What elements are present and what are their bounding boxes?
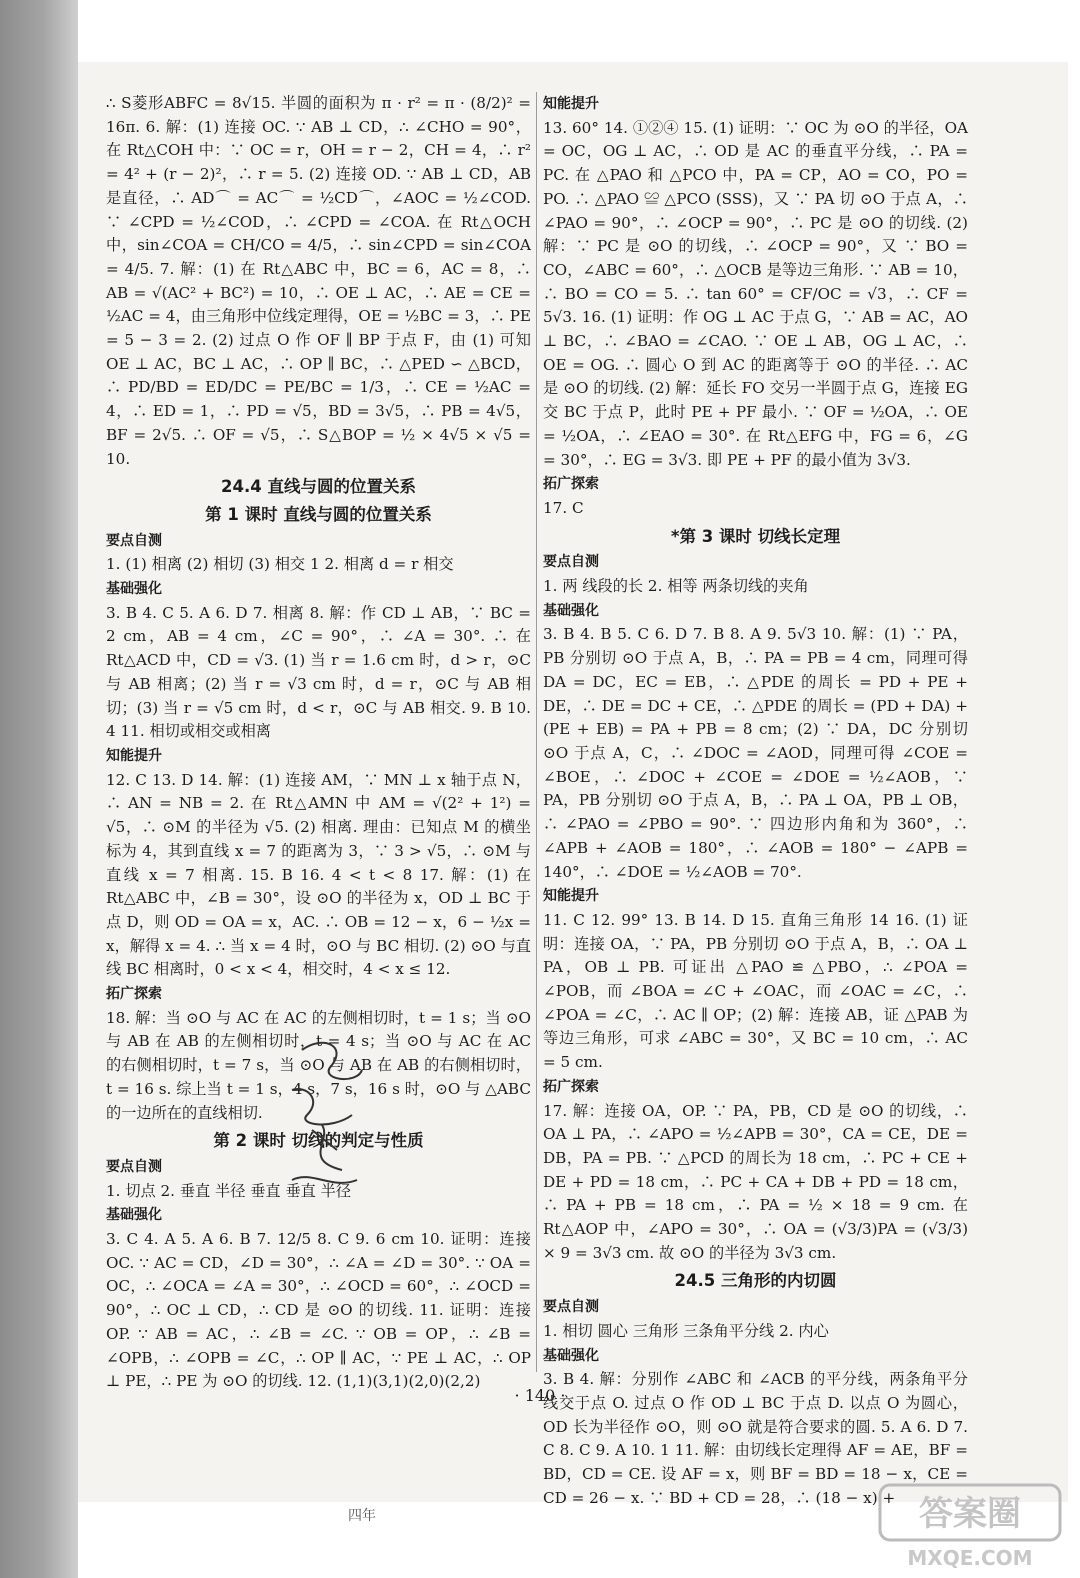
answer-text: 12. C 13. D 14. 解：(1) 连接 AM，∵ MN ⊥ x 轴于点 N，∴ AN = NB = 2. 在 Rt△AMN 中 AM = √(2² + 1²) = √5，∴ ⊙M 的半径为 √5. (2) 相离. 理由：已知点 M 的横坐标为 4，其到直线 x = 7 的距离为 3，∵ 3 > √5，∴ ⊙M 与直线 x = 7 相离. 15. B 16. 4 < t < 8 17. 解：(1) 在 Rt△ABC 中，∠B = 30°，设 ⊙O 的半径为 x，OD ⊥ BC 于点 D，则 OD = OA = x，AC. ∴ OB = 12 − x，6 − ½x = x，解得 x = 4. ∴ 当 x = 4 时，⊙O 与 BC 相切. (2) ⊙O 与直线 BC 相离时，0 < x < 4，相交时，4 < x ≤ 12. (106, 770, 531, 979)
section-heading: 第 1 课时 直线与圆的位置关系 (205, 504, 432, 524)
page-number: · 140 · (514, 1386, 566, 1405)
section-heading: *第 3 课时 切线长定理 (670, 526, 841, 546)
subsection-label: 知能提升 (543, 888, 599, 905)
answer-text: 1. 切点 2. 垂直 半径 垂直 垂直 半径 (106, 1181, 352, 1200)
subsection-label: 基础强化 (543, 602, 599, 619)
subsection-label: 知能提升 (106, 747, 162, 764)
svg-text:MXQE.COM: MXQE.COM (907, 1546, 1033, 1570)
answer-text: 17. 解：连接 OA，OP. ∵ PA，PB，CD 是 ⊙O 的切线，∴ OA ⊥ PA，∴ ∠APO = ½∠APB = 30°，CA = CE，DE = DB，PA = PB. ∵ △PCD 的周长为 18 cm，∴ PC + CE + DE + PD = 18 cm，∴ PC + CA + DB + PD = 18 cm，∴ PA + PB = 18 cm，∴ PA = ½ × 18 = 9 cm. 在 Rt△AOP 中，∠APO = 30°，∴ OA = (√3/3)PA = (√3/3) × 9 = 3√3 cm. 故 ⊙O 的半径为 3√3 cm. (543, 1101, 968, 1262)
answer-text: 13. 60° 14. ①②④ 15. (1) 证明：∵ OC 为 ⊙O 的半径，OA = OC，OG ⊥ AC，∴ OD 是 AC 的垂直平分线，∴ PA = PC. 在 △PAO 和 △PCO 中，PA = CP，AO = CO，PO = PO. ∴ △PAO ≌ △PCO (SSS)，又 ∵ PA 切 ⊙O 于点 A，∴ ∠PAO = 90°，∴ ∠OCP = 90°，∴ PC 是 ⊙O 的切线. (2) 解：∵ PC 是 ⊙O 的切线，∴ ∠OCP = 90°，又 ∵ BO = CO，∠ABC = 60°，∴ △OCB 是等边三角形. ∵ AB = 10，∴ BO = CO = 5. ∴ tan 60° = CF/OC = √3，∴ CF = 5√3. 16. (1) 证明：作 OG ⊥ AC 于点 G，∵ AB = AC，AO ⊥ BC，∴ ∠BAO = ∠CAO. ∵ OE ⊥ AB，OG ⊥ AC，∴ OE = OG. ∴ 圆心 O 到 AC 的距离等于 ⊙O 的半径. ∴ AC 是 ⊙O 的切线. (2) 解：延长 FO 交另一半圆于点 G，连接 EG 交 BC 于点 P，此时 PE + PF 最小. ∵ OF = ½OA，∴ OE = ½OA，∴ ∠EAO = 30°. 在 Rt△EFG 中，FG = 6，∠G = 30°，∴ EG = 3√3. 即 PE + PF 的最小值为 3√3. (543, 118, 968, 469)
answer-text: 1. 两 线段的长 2. 相等 两条切线的夹角 (543, 577, 809, 596)
subsection-label: 拓广探索 (106, 986, 162, 1003)
svg-text:答案圈: 答案圈 (919, 1494, 1021, 1534)
answer-text: 3. B 4. 解：分别作 ∠ABC 和 ∠ACB 的平分线，两条角平分线交于点 O. 过点 O 作 OD ⊥ BC 于点 D. 以点 O 为圆心，OD 长为半径作 ⊙O，则 ⊙O 就是符合要求的圆. 5. A 6. D 7. C 8. C 9. A 10. 1 11. 解：由切线长定理得 AF = AE，BF = BD，CD = CE. 设 AF = x，则 BF = BD = 18 − x，CE = CD = 26 − x. ∵ BD + CD = 28，∴ (18 − x) + (543, 1370, 968, 1507)
answer-text: 18. 解：当 ⊙O 与 AC 在 AC 的左侧相切时，t = 1 s；当 ⊙O 与 AB 在 AB 的左侧相切时，t = 4 s；当 ⊙O 与 AC 在 AC 的右侧相切时，t = 7 s，当 ⊙O 与 AB 在 AB 的右侧相切时，t = 16 s. 综上当 t = 1 s，4 s，7 s，16 s 时，⊙O 与 △ABC 的一边所在的直线相切. (106, 1008, 532, 1122)
answer-text: 3. C 4. A 5. A 6. B 7. 12/5 8. C 9. 6 cm 10. 证明：连接 OC. ∵ AC = CD，∠D = 30°，∴ ∠A = ∠D = 30°. ∵ OA = OC，∴ ∠OCA = ∠A = 30°，∴ ∠OCD = 60°，∴ ∠OCD = 90°，∴ OC ⊥ CD，∴ CD 是 ⊙O 的切线. 11. 证明：连接 OP. ∵ AB = AC，∴ ∠B = ∠C. ∵ OB = OP，∴ ∠B = ∠OPB，∴ ∠OPB = ∠C，∴ OP ∥ AC，∵ PE ⊥ AC，∴ OP ⊥ PE，∴ PE 为 ⊙O 的切线. 12. (1,1)(3,1)(2,0)(2,2) (106, 1230, 531, 1391)
column-divider (536, 92, 537, 1372)
subsection-label: 要点自测 (543, 1299, 599, 1316)
answer-text: 3. B 4. B 5. C 6. D 7. B 8. A 9. 5√3 10. 解：(1) ∵ PA，PB 分别切 ⊙O 于点 A，B，∴ PA = PB = 4 cm，同理可得 DA = DC，EC = EB，∴ △PDE 的周长 = PD + PE + DE，∴ DE = DC + CE，∴ △PDE 的周长 = (PD + DA) + (PE + EB) = PA + PB = 8 cm；(2) ∵ DA，DC 分别切 ⊙O 于点 A，C，∴ ∠DOC = ∠AOD，同理可得 ∠COE = ∠BOE，∴ ∠DOC + ∠COE = ∠DOE = ½∠AOB，∵ PA，PB 分别切 ⊙O 于点 A，B，∴ PA ⊥ OA，PB ⊥ OB，∴ ∠PAO = ∠PBO = 90°. ∵ 四边形内角和为 360°，∴ ∠APB + ∠AOB = 180°，∴ ∠AOB = 180° − ∠APB = 140°，∴ ∠DOE = ½∠AOB = 70°. (543, 625, 968, 881)
watermark-logo (870, 1480, 1070, 1575)
section-heading: 第 2 课时 切线的判定与性质 (213, 1131, 424, 1151)
handwriting-scribble (262, 1030, 392, 1200)
right-column (543, 92, 968, 1510)
subsection-label: 要点自测 (106, 532, 162, 549)
subsection-label: 知能提升 (543, 96, 599, 112)
subsection-label: 拓广探索 (543, 476, 599, 493)
subsection-label: 基础强化 (543, 1347, 599, 1364)
answer-text: 17. C (543, 498, 584, 517)
answer-text: 11. C 12. 99° 13. B 14. D 15. 直角三角形 14 16. (1) 证明：连接 OA，∵ PA，PB 分别切 ⊙O 于点 A，B，∴ OA ⊥ PA，OB ⊥ PB. 可证出 △PAO ≌ △PBO，∴ ∠POA = ∠POB，而 ∠BOA = ∠C + ∠OAC，而 ∠OAC = ∠C，∴ ∠POA = ∠C，∴ AC ∥ OP；(2) 解：连接 AB，证 △PAB 为等边三角形，可求 ∠ABC = 30°，又 BC = 10 cm，∴ AC = 5 cm. (543, 910, 968, 1072)
answer-text: 3. B 4. C 5. A 6. D 7. 相离 8. 解：作 CD ⊥ AB，∵ BC = 2 cm，AB = 4 cm，∠C = 90°，∴ ∠A = 30°. ∴ 在 Rt△ACD 中，CD = √3. (1) 当 r = 1.6 cm 时，d > r，⊙C 与 AB 相离；(2) 当 r = √3 cm 时，d = r，⊙C 与 AB 相切；(3) 当 r = √5 cm 时，d < r，⊙C 与 AB 相交. 9. B 10. 4 11. 相切或相交或相离 (106, 603, 531, 741)
answer-text: ∴ S菱形ABFC = 8√15. 半圆的面积为 π · r² = π · (8/2)² = 16π. 6. 解：(1) 连接 OC. ∵ AB ⊥ CD，∴ ∠CHO = 90°，在 Rt△COH 中：∵ OC = r，OH = r − 2，CH = 4，∴ r² = 4² + (r − 2)²，∴ r = 5. (2) 连接 OD. ∵ AB ⊥ CD，AB 是直径，∴ AD⌒ = AC⌒ = ½CD⌒，∠AOC = ½∠COD. ∵ ∠CPD = ½∠COD，∴ ∠CPD = ∠COA. 在 Rt△OCH 中，sin∠COA = CH/CO = 4/5，∴ sin∠CPD = sin∠COA = 4/5. 7. 解：(1) 在 Rt△ABC 中，BC = 6，AC = 8，∴ AB = √(AC² + BC²) = 10，∴ OE ⊥ AC，∴ AE = CE = ½AC = 4，由三角形中位线定理得，OE = ½BC = 3，∴ PE = 5 − 3 = 2. (2) 过点 O 作 OF ∥ BP 于点 F，由 (1) 可知 OE ⊥ AC，BC ⊥ AC，∴ OP ∥ BC，∴ △PED ∽ △BCD，∴ PD/BD = ED/DC = PE/BC = 1/3，∴ CE = ½AC = 4，∴ ED = 1，∴ PD = √5，BD = 3√5，∴ PB = 4√5，BF = 2√5. ∴ OF = √5，∴ S△BOP = ½ × 4√5 × √5 = 10. (106, 94, 531, 468)
section-heading: 24.5 三角形的内切圆 (674, 1271, 837, 1291)
answer-text: 1. (1) 相离 (2) 相切 (3) 相交 1 2. 相离 d = r 相交 (106, 555, 454, 574)
subsection-label: 基础强化 (106, 1207, 162, 1224)
section-heading: 24.4 直线与圆的位置关系 (221, 477, 416, 497)
subsection-label: 拓广探索 (543, 1078, 599, 1095)
subsection-label: 要点自测 (543, 554, 599, 571)
answer-text: 1. 相切 圆心 三角形 三条角平分线 2. 内心 (543, 1321, 829, 1340)
footer-mark: 四年 (348, 1508, 376, 1524)
scan-edge (0, 0, 78, 1578)
subsection-label: 要点自测 (106, 1158, 162, 1175)
subsection-label: 基础强化 (106, 581, 162, 598)
